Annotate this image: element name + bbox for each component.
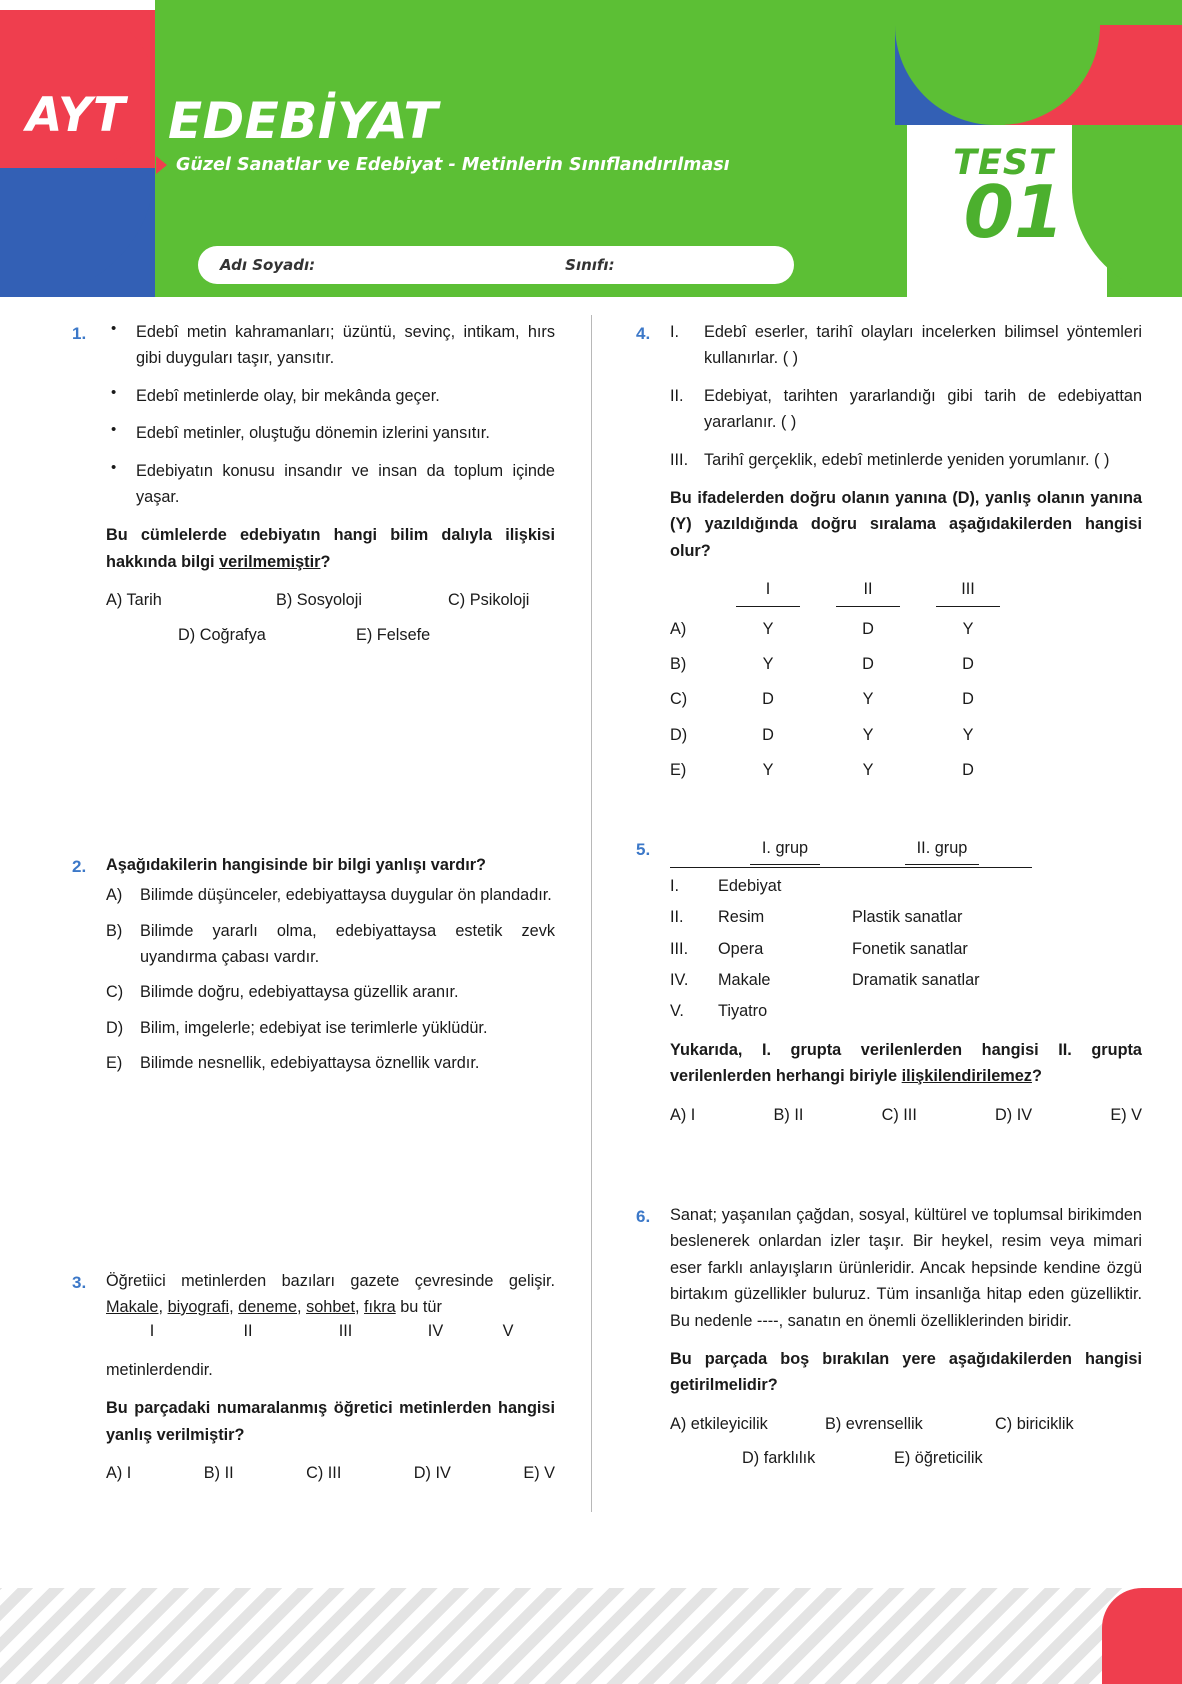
option-e-text: Bilimde nesnellik, edebiyattaysa öznellik vardır. [140,1054,480,1073]
table-row [670,936,1142,962]
option-c-text: Bilimde doğru, edebiyattaysa güzellik aranır. [140,983,459,1002]
option-e[interactable]: E) Felsefe [356,625,431,644]
option-b[interactable]: B) II [773,1105,804,1124]
list-item: • Edebî metinlerde olay, bir mekânda geçer. [106,383,555,409]
question-2-number: 2. [72,856,87,876]
question-5-group-headers [670,835,1142,867]
question-1-number: 1. [72,324,87,343]
question-1-options-row-1 [106,587,555,613]
cell-1: Y [762,619,774,638]
page-footer [0,1562,1182,1684]
passage-word-4: sohbet [306,1298,355,1317]
question-5-stem-underlined: ilişkilendirilemez [901,1067,1032,1086]
list-item: • Edebî metin kahramanları; üzüntü, sevinç, intikam, hırs gibi duyguları taşır, yansıtır. [106,319,555,372]
table-row [670,873,1142,899]
roman-4: IV [427,1322,444,1341]
option-d[interactable]: D) Coğrafya [178,625,266,644]
question-6-passage: Sanat; yaşanılan çağdan, sosyal, kültürel ve toplumsal birikimden beslenerek onlardan izler taşır. Bir heykel, resim veya mimari eser farklı anlayışların ürünleridir. Ancak hepsinde kendine özgü birtakım güzellikler buluruz. Tüm insanlığa hitap eden güzelliktir. Bu nedenle ----, sanatın en önemli özelliklerinden biridir. [670,1205,1142,1330]
option-c[interactable] [106,979,555,1005]
question-1-options-row-2 [106,622,555,648]
option-c-letter: C) [670,690,688,709]
item-text: Tarihî gerçeklik, edebî metinlerde yeniden yorumlanır. ( ) [704,450,1110,469]
group-1-header: I. grup [718,835,852,867]
class-field-label: Sınıfı: [565,256,615,274]
student-info-bar [198,246,794,284]
option-a[interactable]: A) Tarih [106,591,162,610]
question-4-items [670,319,1142,473]
exam-code-label: AYT [26,88,127,143]
question-1-stem-post: ? [320,552,331,571]
column-header-2: II [818,576,918,606]
group-1-value: Opera [718,939,764,958]
option-e[interactable] [106,1050,555,1076]
question-6 [636,1202,1142,1472]
option-c[interactable]: C) biriciklik [995,1414,1074,1433]
option-d[interactable] [106,1015,555,1041]
table-row[interactable] [670,757,1142,783]
question-3-stem: Bu parçadaki numaralanmış öğretici metinlerden hangisi yanlış verilmiştir? [106,1399,555,1444]
footer-stripe-pattern [0,1588,1182,1684]
item-roman: II. [670,386,684,405]
question-3-roman-markers [106,1318,555,1344]
option-b[interactable]: B) evrensellik [825,1414,923,1433]
passage-word-2: biyografi [167,1298,230,1317]
question-4-stem: Bu ifadelerden doğru olanın yanına (D), yanlış olanın yanına (Y) yazıldığında doğru sıralama aşağıdakilerden hangisi olur? [670,488,1142,560]
page-title: EDEBİYAT [168,92,438,150]
option-e[interactable]: E) V [523,1463,555,1482]
item-roman: III. [670,450,689,469]
question-3-passage: Öğretiici metinlerden bazıları gazete çevresinde gelişir. Makale, biyografi, deneme, sohbet, fıkra bu tür [106,1271,555,1317]
question-6-options-row-2 [670,1445,1142,1471]
question-4-number: 4. [636,324,651,343]
option-a[interactable]: A) I [670,1105,696,1124]
cell-1: D [762,725,774,744]
group-2-value [852,998,1042,1024]
triangle-marker-icon [156,156,167,174]
group-header-spacer [670,835,718,867]
row-roman: IV. [670,971,689,990]
group-1-value: Makale [718,971,771,990]
cell-1: Y [762,761,774,780]
option-a-letter: A) [106,886,123,905]
question-1 [72,319,555,648]
cell-2: D [862,619,874,638]
passage-word-3: deneme [238,1298,298,1317]
item-roman: I. [670,323,680,341]
question-5 [636,835,1142,1128]
option-c[interactable]: C) III [881,1105,917,1124]
cell-2: Y [862,761,874,780]
option-a[interactable]: A) etkileyicilik [670,1414,768,1433]
row-roman: I. [670,876,680,895]
option-c-letter: C) [106,983,124,1002]
test-label: TEST [953,143,1054,183]
table-row [670,967,1142,993]
option-a[interactable] [106,882,555,908]
group-2-value: Dramatik sanatlar [852,971,980,990]
option-d[interactable]: D) IV [995,1105,1033,1124]
right-column [591,315,1182,1512]
list-item: • Edebiyatın konusu insandır ve insan da toplum içinde yaşar. [106,458,555,511]
page-header [0,0,1182,297]
question-3-passage-lead: Öğretiici metinlerden bazıları gazete çevresinde gelişir. [106,1271,555,1290]
table-header-spacer [670,576,718,606]
question-3-number: 3. [72,1272,87,1292]
option-e[interactable]: E) V [1110,1105,1142,1124]
footer-red-corner [1102,1588,1182,1684]
table-row [670,904,1142,930]
list-item: • Edebî metinler, oluştuğu dönemin izlerini yansıtır. [106,420,555,446]
option-e-letter: E) [106,1054,123,1073]
questions-area [0,297,1182,1512]
list-item [670,319,1142,372]
option-d-letter: D) [670,725,688,744]
group-2-header: II. grup [852,835,1032,867]
question-6-number: 6. [636,1206,651,1226]
group-2-value [852,873,1042,899]
option-b[interactable]: B) Sosyoloji [276,591,362,610]
question-2-options [106,882,555,1076]
table-header-row [670,576,1142,606]
question-5-number: 5. [636,840,651,860]
list-item [670,447,1142,473]
group-1-value: Tiyatro [718,1002,768,1021]
question-1-stem-pre: Bu cümlelerde edebiyatın hangi bilim dalıyla ilişkisi hakkında bilgi [106,526,555,571]
option-a[interactable]: A) I [106,1463,132,1482]
item-text: Edebiyat, tarihten yararlandığı gibi tarih de edebiyattan yararlanır. ( ) [704,386,1142,432]
cell-1: Y [762,654,774,673]
group-1-value: Resim [718,908,765,927]
group-2-value: Plastik sanatlar [852,908,963,927]
left-column [0,315,591,1512]
option-c[interactable]: C) Psikoloji [448,591,530,610]
name-field-label: Adı Soyadı: [220,256,316,274]
roman-5: V [502,1322,514,1341]
question-6-options-row-1 [670,1411,1142,1437]
cell-3: D [962,654,974,673]
option-b-letter: B) [106,921,123,940]
question-3-options [106,1460,555,1486]
cell-2: Y [862,725,874,744]
column-header-1: I [718,576,818,606]
question-1-stem [106,522,555,575]
cell-3: D [962,690,974,709]
cell-3: D [962,761,974,780]
option-d[interactable]: D) farklılık [742,1449,816,1468]
question-3-passage-end: metinlerdendir. [106,1360,213,1379]
table-row[interactable] [670,616,1142,642]
table-row [670,998,1142,1024]
passage-word-1: Makale [106,1298,159,1317]
row-roman: III. [670,939,689,958]
question-5-stem [670,1037,1142,1090]
option-b-letter: B) [670,654,687,673]
option-a-letter: A) [670,619,687,638]
cell-2: Y [862,690,874,709]
question-6-stem: Bu parçada boş bırakılan yere aşağıdakilerden hangisi getirilmelidir? [670,1349,1142,1395]
passage-word-5: fıkra [364,1298,396,1317]
question-5-options [670,1102,1142,1128]
test-number: 01 [963,170,1064,254]
column-header-3: III [918,576,1018,606]
question-1-stem-underlined: verilmemiştir [219,552,321,571]
option-e[interactable]: E) öğreticilik [894,1449,983,1468]
cell-2: D [862,654,874,673]
option-d-letter: D) [106,1018,124,1037]
question-4-answer-table [670,576,1142,783]
option-e-letter: E) [670,761,687,780]
question-5-stem-post: ? [1031,1067,1042,1086]
topic-row [156,155,730,175]
question-1-bullets [106,319,555,510]
question-2 [72,852,555,1086]
question-3-passage-tail: bu tür [395,1298,442,1317]
option-b[interactable] [106,918,555,971]
question-2-stem: Aşağıdakilerin hangisinde bir bilgi yanlışı vardır? [106,855,486,874]
row-roman: V. [670,1002,684,1021]
option-c[interactable]: C) III [306,1463,342,1482]
cell-3: Y [962,725,974,744]
option-b-text: Bilimde yararlı olma, edebiyattaysa estetik zevk uyandırma çabası vardır. [140,921,555,967]
item-text: Edebî eserler, tarihî olayları incelerken bilimsel yöntemleri kullanırlar. ( ) [704,323,1142,368]
table-row[interactable] [670,722,1142,748]
option-d-text: Bilim, imgelerle; edebiyat ise terimlerle yüklüdür. [140,1018,488,1037]
roman-3: III [338,1322,353,1341]
cell-1: D [762,690,774,709]
option-a-text: Bilimde düşünceler, edebiyattaysa duygular ön plandadır. [140,886,552,905]
question-5-stem-pre: Yukarıda, I. grupta verilenlerden hangisi II. grupta verilenlerden herhangi biriyle [670,1040,1142,1086]
group-2-value: Fonetik sanatlar [852,939,968,958]
list-item [670,383,1142,436]
question-3 [72,1268,555,1487]
topic-label: Güzel Sanatlar ve Edebiyat - Metinlerin Sınıflandırılması [176,155,730,175]
row-roman: II. [670,908,684,927]
group-1-value: Edebiyat [718,876,782,895]
roman-2: II [243,1322,253,1341]
table-row[interactable] [670,686,1142,712]
table-row[interactable] [670,651,1142,677]
option-b[interactable]: B) II [203,1463,234,1482]
roman-1: I [149,1322,155,1341]
question-4 [636,319,1142,783]
cell-3: Y [962,619,974,638]
option-d[interactable]: D) IV [413,1463,451,1482]
